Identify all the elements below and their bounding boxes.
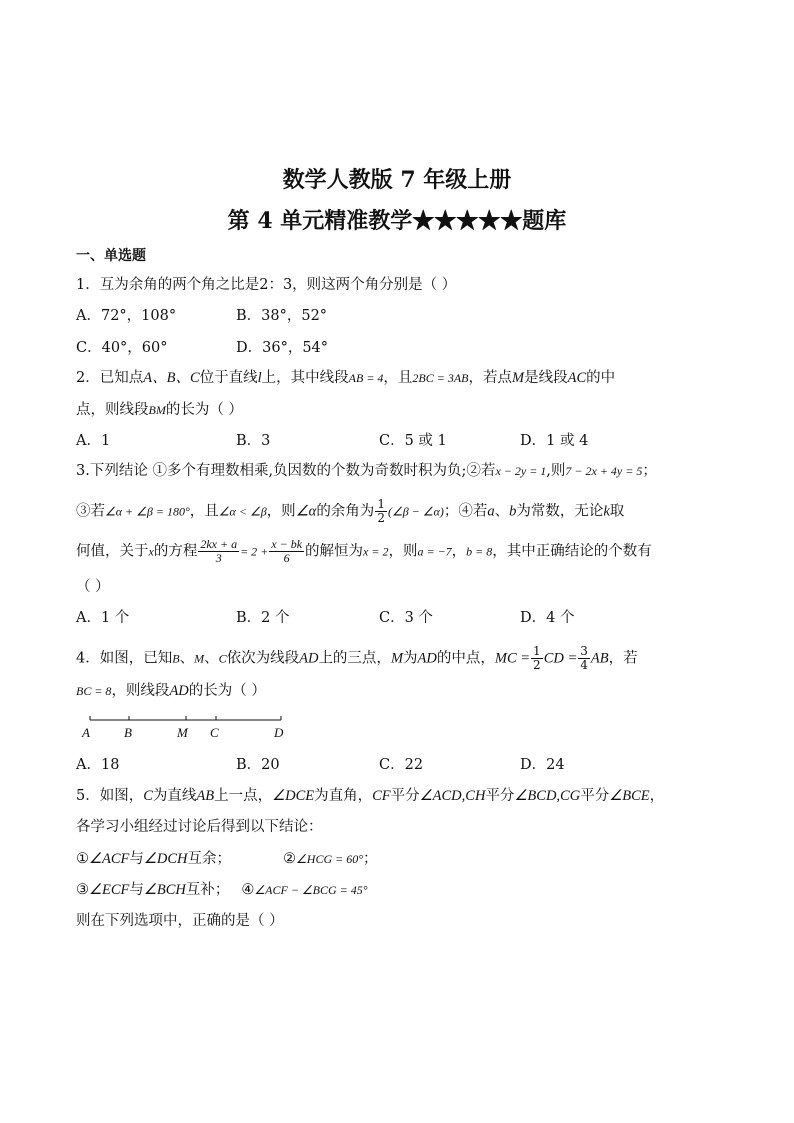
text: 为 (403, 650, 418, 667)
text: ，且 (383, 370, 413, 386)
text: 点，则线段 (76, 402, 149, 418)
text: ，其中正确结论的个数有 (492, 543, 652, 560)
math: ∠ACD,CH (419, 788, 486, 804)
label-m: M (177, 725, 188, 740)
math: AB (196, 788, 215, 804)
math: b (509, 503, 517, 520)
label-b: B (124, 725, 132, 740)
math: x (148, 544, 154, 559)
math: AD (169, 683, 189, 699)
text: 4．如图，已知 (76, 650, 173, 667)
text: ，则 (388, 543, 418, 560)
text: 是线段 (524, 370, 568, 386)
question-5-conclusions-1-2 (76, 849, 378, 869)
text: 平分 (390, 788, 420, 804)
text: ，则线段 (111, 683, 170, 699)
document-subtitle: 第 4 单元精准教学★★★★★题库 (227, 208, 567, 234)
question-2-option-c: C．5 或 1 (379, 433, 447, 449)
text: 、 (204, 650, 219, 667)
document-title: 数学人教版 7 年级上册 (282, 167, 512, 193)
math: M (390, 650, 404, 667)
math: x = 2 (363, 544, 389, 559)
fraction: $\frac{1}{2}$ (377, 497, 385, 525)
segment-figure (76, 712, 296, 744)
math: ∠ACF − ∠BCG = 45° (254, 883, 368, 897)
section-heading: 一、单选题 (76, 248, 146, 264)
question-3-stem-line-3 (76, 538, 652, 565)
text: 5．如图， (76, 788, 144, 804)
question-5-stem-line-1 (76, 786, 664, 806)
text: ③ (76, 882, 89, 898)
math: a = −7 (417, 544, 452, 559)
math: B (172, 651, 180, 666)
math: CF (372, 788, 391, 804)
math: x − 2y = 1 (495, 464, 547, 478)
question-3-stem-line-2 (76, 498, 624, 525)
math: = 2 + (240, 544, 269, 559)
question-1-option-b: B．38°，52° (236, 308, 328, 324)
math: AB (590, 650, 609, 667)
question-1-option-a: A．72°，108° (76, 308, 177, 324)
math: AD (299, 650, 319, 667)
math: CD = (543, 650, 578, 667)
math: C (143, 788, 153, 804)
math: k (603, 503, 610, 520)
math: a (487, 503, 495, 520)
text: ④ (241, 882, 255, 898)
text: 为直角， (314, 788, 373, 804)
text: 2．已知点 (76, 370, 144, 386)
question-2-option-b: B．3 (236, 433, 271, 449)
text: 的长为（ ） (188, 683, 266, 699)
text: 为直线 (152, 788, 197, 804)
text: 互补； (185, 882, 230, 898)
question-3-option-b: B．2 个 (236, 610, 290, 626)
fraction: $\frac{x - bk}{6}$ (271, 537, 303, 565)
label-d: D (274, 725, 284, 740)
question-3-stem-line-1 (76, 461, 657, 481)
question-4-option-c: C．22 (379, 757, 424, 773)
text: ③若 (76, 503, 105, 520)
question-4-option-b: B．20 (236, 757, 280, 773)
math: (∠β − ∠α) (387, 504, 444, 519)
text: ，若点 (468, 370, 513, 386)
text: ； (363, 851, 378, 867)
math: ∠HCG = 60° (296, 852, 364, 866)
math: ∠α < ∠β (218, 504, 267, 519)
text: 的长为（ ） (165, 402, 243, 418)
text: ，则 (266, 503, 296, 520)
question-1-option-c: C．40°，60° (76, 340, 168, 356)
text: 、 (494, 503, 510, 520)
text: 何值，关于 (76, 543, 149, 560)
fraction: $\frac{3}{4}$ (580, 644, 588, 672)
question-5-conclusions-3-4 (76, 880, 368, 900)
math: ∠BCH (143, 882, 186, 898)
question-1-option-d: D．36°，54° (236, 340, 329, 356)
math: A、B、C (143, 370, 200, 386)
text: 上，其中线段 (261, 370, 349, 386)
text: ① (76, 851, 89, 867)
text: 的中 (586, 370, 616, 386)
math: AB = 4 (348, 371, 384, 385)
math: ∠α (295, 503, 317, 520)
math: ∠ACF (89, 851, 130, 867)
text: ，若 (608, 650, 638, 667)
math: M (512, 370, 525, 386)
label-c: C (210, 725, 219, 740)
math: M (194, 651, 205, 666)
math: ∠DCH (143, 851, 188, 867)
math: BM (148, 403, 166, 417)
math: ∠BCD,CG (514, 788, 581, 804)
math: b = 8 (466, 544, 493, 559)
question-2-option-d: D．1 或 4 (520, 433, 589, 449)
fraction: $\frac{1}{2}$ (533, 644, 541, 672)
text: 的解恒为 (305, 543, 364, 560)
text: 互余； (187, 851, 232, 867)
text: 上一点， (214, 788, 273, 804)
text: 上的三点， (318, 650, 391, 667)
question-5-stem-line-2: 各学习小组经过讨论后得到以下结论： (76, 819, 323, 835)
math: AC (567, 370, 587, 386)
question-5-prompt: 则在下列选项中，正确的是（ ） (76, 913, 284, 929)
math: ∠DCE (272, 788, 315, 804)
text: ；④若 (443, 503, 488, 520)
text: 与 (129, 851, 144, 867)
math: 2BC = 3AB (412, 371, 469, 385)
question-2-stem-line-2 (76, 400, 243, 420)
math: l (257, 370, 262, 386)
math: C (218, 651, 227, 666)
text: 为常数，无论 (516, 503, 604, 520)
text: 、 (179, 650, 195, 667)
question-3-option-c: C．3 个 (379, 610, 433, 626)
text: ，且 (189, 503, 219, 520)
question-4-stem-line-2 (76, 681, 266, 701)
text: 3.下列结论 ①多个有理数相乘,负因数的个数为奇数时积为负;②若 (76, 463, 496, 479)
text: ,则 (546, 463, 566, 479)
math: ∠ECF (89, 882, 130, 898)
text: ， (649, 788, 665, 804)
text: 的方程 (153, 543, 198, 560)
text: 平分 (485, 788, 515, 804)
question-1-stem: 1．互为余角的两个角之比是2：3，则这两个角分别是（ ） (76, 277, 457, 293)
text: 的中点， (436, 650, 495, 667)
label-a: A (82, 725, 90, 740)
math: 7 − 2x + 4y = 5 (565, 464, 643, 478)
text: 位于直线 (199, 370, 258, 386)
fraction: $\frac{2kx + a}{3}$ (200, 537, 238, 565)
math: MC = (494, 650, 531, 667)
text: ② (283, 851, 297, 867)
math: ∠BCE (609, 788, 650, 804)
text: 依次为线段 (226, 650, 300, 667)
text: ； (642, 463, 657, 479)
question-4-stem-line-1 (76, 645, 638, 672)
question-2-option-a: A．1 (76, 433, 111, 449)
math: AD (417, 650, 437, 667)
question-4-option-a: A．18 (76, 757, 120, 773)
math: BC = 8 (76, 684, 112, 698)
question-2-stem-line-1 (76, 368, 615, 388)
text: 与 (129, 882, 144, 898)
question-3-option-a: A．1 个 (76, 610, 130, 626)
text: 的余角为 (316, 503, 375, 520)
question-3-stem-line-4: （ ） (76, 579, 110, 595)
text: 取 (609, 503, 625, 520)
text: ， (451, 543, 467, 560)
math: ∠α + ∠β = 180° (105, 504, 190, 519)
question-4-option-d: D．24 (520, 757, 565, 773)
question-3-option-d: D．4 个 (520, 610, 575, 626)
text: 平分 (580, 788, 610, 804)
